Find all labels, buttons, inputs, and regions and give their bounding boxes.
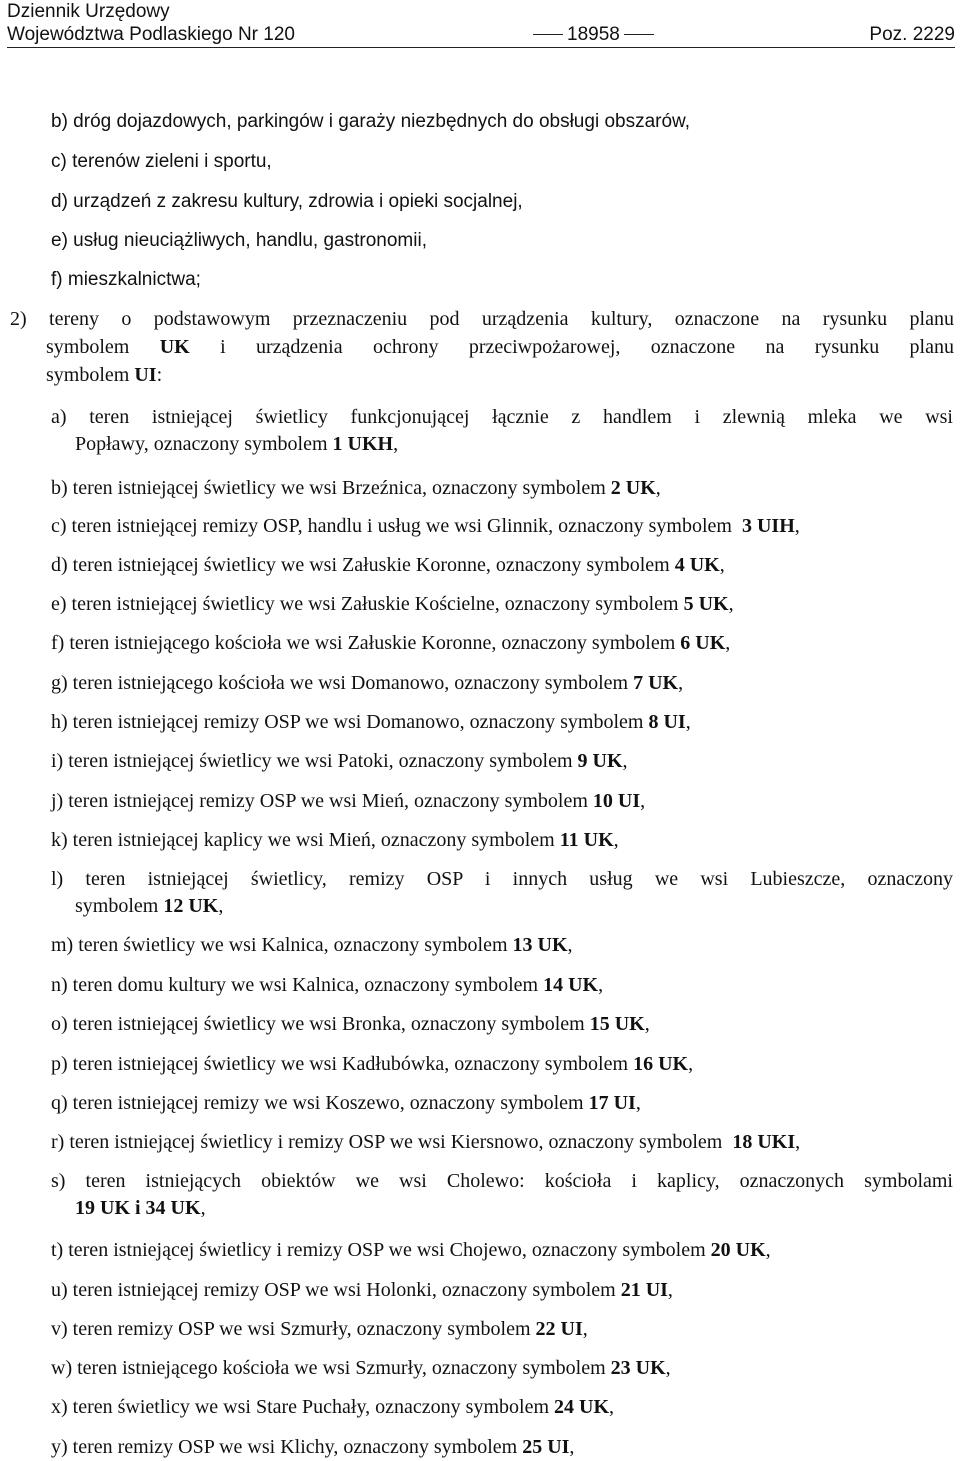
section2-line3: symbolem UI:	[46, 364, 163, 386]
journal-title: Dziennik Urzędowy	[7, 1, 170, 22]
list-item: t) teren istniejącej świetlicy i remizy OSP we wsi Chojewo, oznaczony symbolem 20 UK,	[51, 1239, 771, 1261]
page-header	[7, 0, 955, 48]
page-number: 18958	[529, 23, 658, 46]
list-item: a) teren istniejącej świetlicy funkcjonującej łącznie z handlem i zlewnią mleka we wsi	[51, 406, 953, 428]
list-item: d) urządzeń z zakresu kultury, zdrowia i opieki socjalnej,	[51, 191, 523, 212]
list-item-continuation: symbolem 12 UK,	[75, 895, 224, 917]
list-item: w) teren istniejącego kościoła we wsi Szmurły, oznaczony symbolem 23 UK,	[51, 1357, 671, 1379]
list-item: f) teren istniejącego kościoła we wsi Załuskie Koronne, oznaczony symbolem 6 UK,	[51, 632, 731, 654]
list-item: g) teren istniejącego kościoła we wsi Domanowo, oznaczony symbolem 7 UK,	[51, 672, 684, 694]
list-item: x) teren świetlicy we wsi Stare Puchały, oznaczony symbolem 24 UK,	[51, 1396, 615, 1418]
list-item: h) teren istniejącej remizy OSP we wsi Domanowo, oznaczony symbolem 8 UI,	[51, 711, 691, 733]
list-item: s) teren istniejących obiektów we wsi Cholewo: kościoła i kaplicy, oznaczonych symbolami	[51, 1170, 953, 1192]
list-item: c) teren istniejącej remizy OSP, handlu i usług we wsi Glinnik, oznaczony symbolem 3 UIH,	[51, 515, 800, 537]
list-item: e) teren istniejącej świetlicy we wsi Załuskie Kościelne, oznaczony symbolem 5 UK,	[51, 593, 734, 615]
list-item: l) teren istniejącej świetlicy, remizy OSP i innych usług we wsi Lubieszcze, oznaczony	[51, 868, 953, 890]
list-item: u) teren istniejącej remizy OSP we wsi Holonki, oznaczony symbolem 21 UI,	[51, 1279, 673, 1301]
journal-subtitle: Województwa Podlaskiego Nr 120	[7, 24, 295, 45]
list-item: i) teren istniejącej świetlicy we wsi Patoki, oznaczony symbolem 9 UK,	[51, 750, 628, 772]
list-item: c) terenów zieleni i sportu,	[51, 151, 272, 172]
list-item: f) mieszkalnictwa;	[51, 269, 201, 290]
list-item: v) teren remizy OSP we wsi Szmurły, oznaczony symbolem 22 UI,	[51, 1318, 588, 1340]
section2-line1: 2) tereny o podstawowym przeznaczeniu pod urządzenia kultury, oznaczone na rysunku planu	[10, 308, 954, 330]
list-item: e) usług nieuciążliwych, handlu, gastronomii,	[51, 230, 427, 251]
list-item: y) teren remizy OSP we wsi Klichy, oznaczony symbolem 25 UI,	[51, 1436, 575, 1458]
list-item: b) teren istniejącej świetlicy we wsi Brzeźnica, oznaczony symbolem 2 UK,	[51, 477, 661, 499]
list-item: m) teren świetlicy we wsi Kalnica, oznaczony symbolem 13 UK,	[51, 934, 573, 956]
list-item: j) teren istniejącej remizy OSP we wsi Mień, oznaczony symbolem 10 UI,	[51, 790, 646, 812]
list-item-continuation: 19 UK i 34 UK,	[75, 1197, 206, 1219]
list-item: b) dróg dojazdowych, parkingów i garaży niezbędnych do obsługi obszarów,	[51, 111, 690, 132]
list-item: n) teren domu kultury we wsi Kalnica, oznaczony symbolem 14 UK,	[51, 974, 604, 996]
position-number: Poz. 2229	[869, 24, 955, 45]
list-item-continuation: Popławy, oznaczony symbolem 1 UKH,	[75, 433, 399, 455]
list-item: q) teren istniejącej remizy we wsi Koszewo, oznaczony symbolem 17 UI,	[51, 1092, 641, 1114]
list-item: o) teren istniejącej świetlicy we wsi Bronka, oznaczony symbolem 15 UK,	[51, 1013, 650, 1035]
list-item: r) teren istniejącej świetlicy i remizy OSP we wsi Kiersnowo, oznaczony symbolem 18 UKI,	[51, 1131, 801, 1153]
list-item: d) teren istniejącej świetlicy we wsi Załuskie Koronne, oznaczony symbolem 4 UK,	[51, 554, 725, 576]
section2-line2: symbolem UK i urządzenia ochrony przeciwpożarowej, oznaczone na rysunku planu	[46, 336, 954, 358]
list-item: k) teren istniejącej kaplicy we wsi Mień, oznaczony symbolem 11 UK,	[51, 829, 619, 851]
list-item: p) teren istniejącej świetlicy we wsi Kadłubówka, oznaczony symbolem 16 UK,	[51, 1053, 694, 1075]
header-rule	[7, 47, 955, 48]
